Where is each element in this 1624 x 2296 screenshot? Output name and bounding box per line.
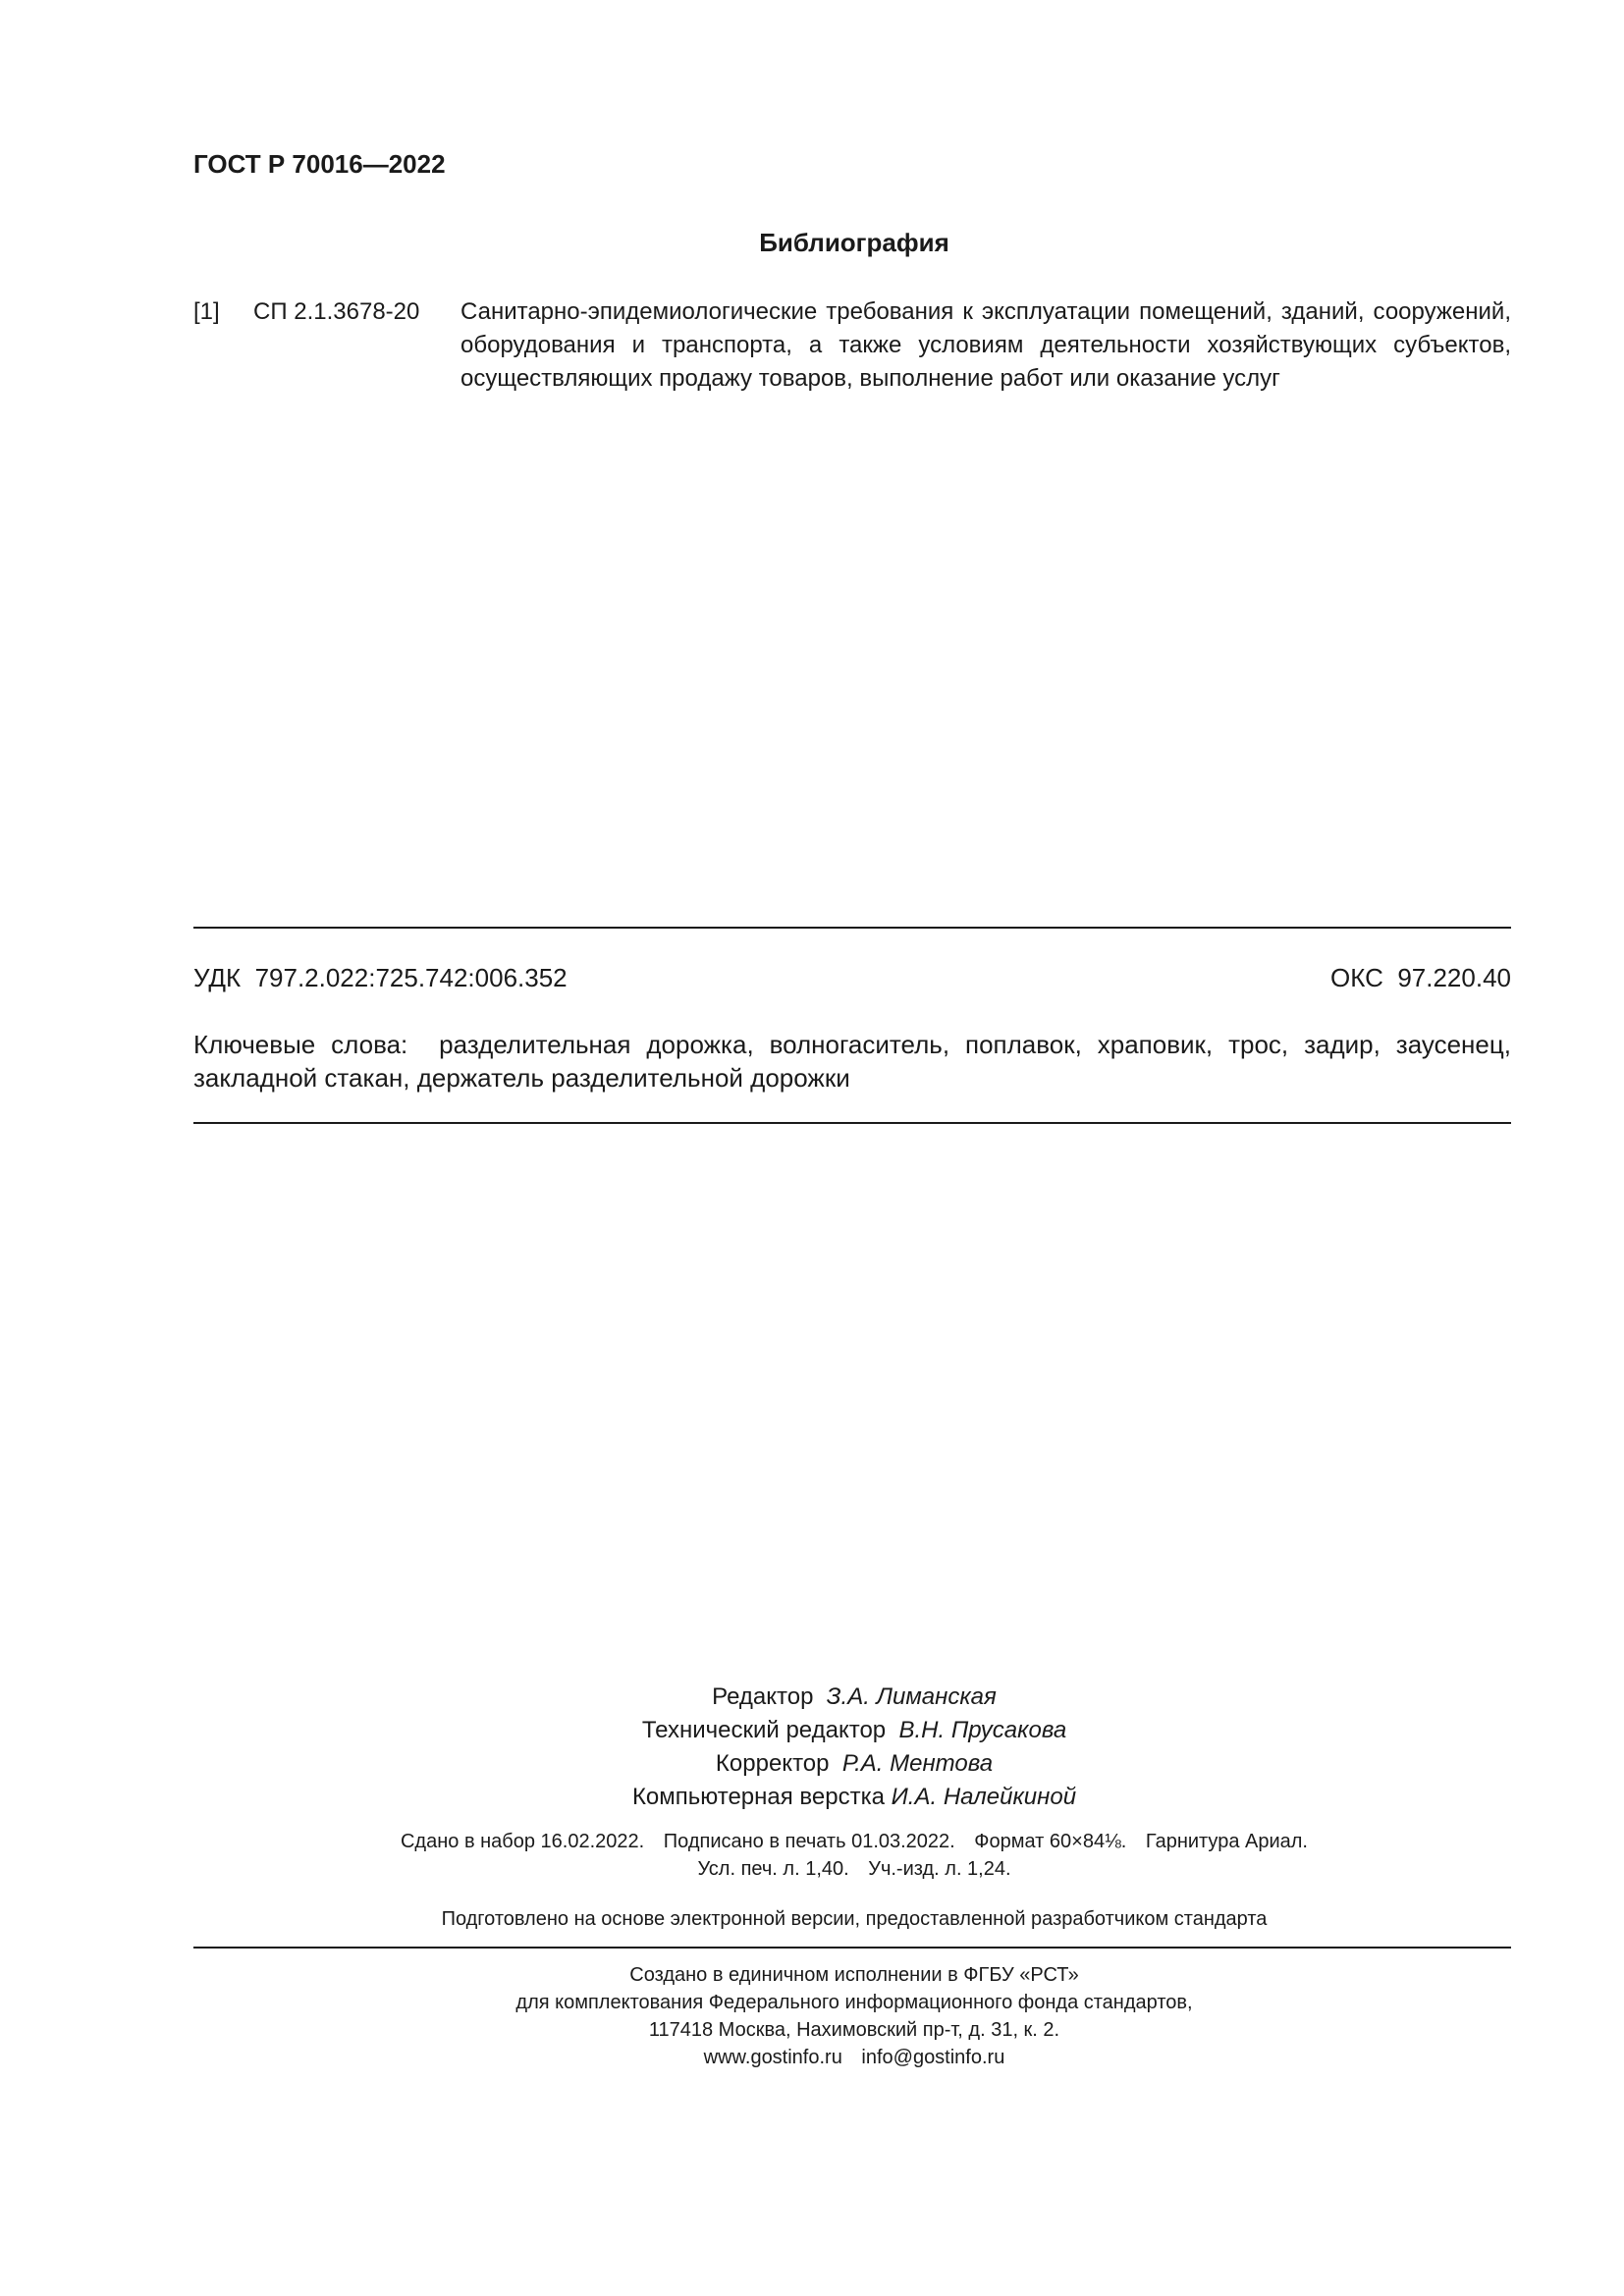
keywords [193,1028,1511,1095]
staff-line [0,1714,1624,1747]
submitted-date: Сдано в набор 16.02.2022. [400,1831,645,1852]
publisher-contacts [0,2044,1624,2071]
staff-role: Компьютерная верстка [631,1784,885,1810]
signed-date: Подписано в печать 01.03.2022. [663,1831,955,1852]
udk-label: УДК [193,963,242,992]
print-info-line [0,1855,1624,1883]
keywords-label: Ключевые слова: [193,1030,408,1059]
publisher-line: Создано в единичном исполнении в ФГБУ «РСТ» [629,1964,1079,1986]
oks-label: ОКС [1330,963,1383,992]
staff-role: Корректор [715,1750,830,1777]
divider-top [193,927,1511,929]
staff-name: И.А. Налейкиной [891,1784,1077,1810]
staff-role: Редактор [712,1683,814,1710]
divider-bottom [193,1947,1511,1949]
print-info [0,1828,1624,1883]
email-link[interactable]: info@gostinfo.ru [861,2047,1005,2068]
edit-sheets: Уч.-изд. л. 1,24. [868,1858,1011,1880]
paper-format: Формат 60×84⅛. [974,1831,1127,1852]
staff-line [0,1681,1624,1714]
bibliography-title: Библиография [759,228,949,257]
publisher-line: для комплектования Федерального информационного фонда стандартов, [515,1992,1193,2013]
print-sheets: Усл. печ. л. 1,40. [697,1858,849,1880]
oks-code [1330,963,1511,993]
staff-line [0,1781,1624,1814]
udk-code [193,963,568,993]
entry-code: СП 2.1.3678-20 [253,298,420,325]
udk-value: 797.2.022:725.742:006.352 [254,963,568,992]
staff-name: В.Н. Прусакова [898,1717,1067,1743]
staff-credits [0,1681,1624,1814]
document-code: ГОСТ Р 70016—2022 [193,149,446,179]
staff-name: З.А. Лиманская [826,1683,997,1710]
publisher-info [0,1961,1624,2071]
typeface: Гарнитура Ариал. [1145,1831,1308,1852]
entry-description: Санитарно-эпидемиологические требования к эксплуатации помещений, зданий, сооружений, оборудования и транспорта, а также условиям деятельности хозяйствующих субъектов, осуществляющих продажу товаров, выполнение работ или оказание услуг [460,298,1511,392]
entry-number: [1] [193,298,220,325]
divider-middle [193,1122,1511,1124]
prepared-note: Подготовлено на основе электронной версии, предоставленной разработчиком стандарта [441,1908,1268,1930]
staff-role: Технический редактор [641,1717,887,1743]
keywords-text: разделительная дорожка, волногаситель, поплавок, храповик, трос, задир, заусенец, закладной стакан, держатель разделительной дорожки [193,1030,1511,1093]
print-info-line [0,1828,1624,1855]
publisher-line: 117418 Москва, Нахимовский пр-т, д. 31, к. 2. [648,2019,1060,2041]
staff-line [0,1747,1624,1781]
oks-value: 97.220.40 [1397,963,1511,992]
staff-name: Р.А. Ментова [841,1750,994,1777]
website-link[interactable]: www.gostinfo.ru [703,2047,842,2068]
